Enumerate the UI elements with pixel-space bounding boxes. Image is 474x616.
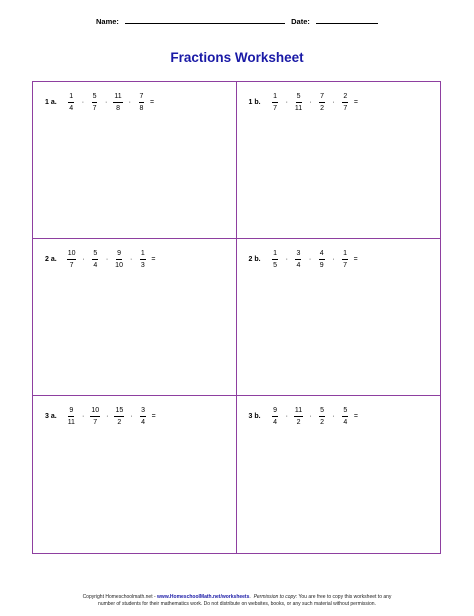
fraction (113, 92, 122, 113)
fraction (138, 249, 147, 270)
denominator: 7 (343, 262, 348, 269)
fraction (294, 92, 303, 113)
fraction (91, 249, 100, 270)
numerator: 5 (319, 406, 325, 417)
multiply-operator: · (309, 99, 312, 106)
problem-cell-1a (33, 82, 237, 239)
denominator: 7 (92, 105, 97, 112)
problem-cell-2a (33, 239, 237, 396)
numerator: 2 (342, 92, 348, 103)
permission-text-1: You are free to copy this worksheet to any (297, 594, 392, 600)
multiply-operator: · (285, 413, 288, 420)
fraction (67, 249, 77, 270)
equals-sign: = (151, 413, 156, 420)
fraction (318, 406, 327, 427)
problem (249, 406, 358, 427)
permission-label: Permission to copy: (253, 594, 298, 600)
numerator: 5 (92, 92, 98, 103)
numerator: 10 (90, 406, 100, 417)
denominator: 7 (69, 262, 74, 269)
denominator: 2 (296, 419, 301, 426)
denominator: 4 (273, 419, 278, 426)
footer: Copyright Homeschoolmath.net - www.HomeschoolMath.net/worksheets. Permission to copy: You are free to copy this worksheet to any number of students for their mathematics work. Do not distribute on websites, books, or any such material without permission. (40, 594, 434, 608)
equals-sign: = (353, 99, 358, 106)
numerator: 1 (272, 92, 278, 103)
multiply-operator: · (82, 256, 85, 263)
problem (249, 249, 358, 270)
denominator: 4 (296, 262, 301, 269)
permission-text-2: number of students for their mathematics work. Do not distribute on websites, books, or any such material without permission. (98, 601, 376, 607)
numerator: 9 (116, 249, 122, 260)
numerator: 3 (295, 249, 301, 260)
fraction (114, 406, 124, 427)
name-blank[interactable] (125, 17, 285, 24)
problem (45, 406, 156, 427)
name-label: Name: (96, 17, 119, 26)
denominator: 2 (320, 105, 324, 112)
numerator: 7 (139, 92, 145, 103)
equals-sign: = (353, 413, 358, 420)
worksheets-link[interactable]: www.HomeschoolMath.net/worksheets (157, 594, 250, 600)
multiply-operator: · (285, 256, 288, 263)
denominator: 7 (343, 105, 348, 112)
problem-cell-2b (237, 239, 441, 396)
multiply-operator: · (81, 413, 85, 420)
numerator: 4 (319, 249, 325, 260)
numerator: 1 (68, 92, 74, 103)
denominator: 9 (319, 262, 324, 269)
multiply-operator: · (308, 256, 312, 263)
multiply-operator: · (285, 99, 288, 106)
fraction (137, 92, 146, 113)
fraction (341, 92, 350, 113)
multiply-operator: · (332, 99, 335, 106)
fraction (271, 249, 280, 270)
numerator: 9 (272, 406, 278, 417)
fraction (67, 92, 76, 113)
numerator: 1 (342, 249, 348, 260)
denominator: 7 (93, 419, 98, 426)
denominator: 4 (69, 105, 74, 112)
numerator: 15 (114, 406, 124, 417)
fraction (67, 406, 76, 427)
denominator: 2 (320, 419, 324, 426)
numerator: 5 (342, 406, 348, 417)
worksheet-title: Fractions Worksheet (170, 50, 304, 65)
multiply-operator: · (81, 99, 85, 106)
denominator: 4 (343, 419, 348, 426)
numerator: 10 (67, 249, 77, 260)
fraction (90, 92, 99, 113)
problem (45, 249, 155, 270)
fraction (317, 249, 326, 270)
fraction (139, 406, 148, 427)
denominator: 4 (141, 419, 146, 426)
fraction (271, 92, 280, 113)
denominator: 2 (117, 419, 122, 426)
numerator: 7 (319, 92, 325, 103)
fraction (294, 406, 303, 427)
numerator: 3 (140, 406, 146, 417)
denominator: 10 (115, 262, 123, 269)
multiply-operator: · (105, 256, 109, 263)
fraction (271, 406, 280, 427)
problem (249, 92, 358, 113)
denominator: 7 (273, 105, 278, 112)
problem (45, 92, 154, 113)
numerator: 5 (296, 92, 302, 103)
denominator: 3 (140, 262, 145, 269)
problem-label: 2 a. (45, 256, 57, 263)
numerator: 11 (294, 406, 303, 417)
problem-label: 3 a. (45, 413, 57, 420)
multiply-operator: · (129, 256, 133, 263)
numerator: 1 (272, 249, 278, 260)
problem-label: 1 a. (45, 99, 57, 106)
denominator: 11 (294, 105, 303, 112)
multiply-operator: · (106, 413, 109, 420)
denominator: 8 (139, 105, 144, 112)
equals-sign: = (150, 99, 155, 106)
fraction (294, 249, 303, 270)
multiply-operator: · (105, 99, 108, 106)
date-label: Date: (291, 17, 310, 26)
numerator: 11 (113, 92, 122, 103)
date-blank[interactable] (316, 17, 378, 24)
problem-label: 1 b. (248, 99, 261, 106)
numerator: 1 (140, 249, 146, 260)
fraction (318, 92, 327, 113)
denominator: 4 (93, 262, 98, 269)
copyright-text: Copyright Homeschoolmath.net - (82, 594, 158, 600)
multiply-operator: · (130, 413, 133, 420)
problem-label: 2 b. (248, 256, 261, 263)
problem-cell-3a (33, 396, 237, 553)
denominator: 5 (273, 262, 278, 269)
problem-cell-1b (237, 82, 441, 239)
problem-cell-3b (237, 396, 441, 553)
multiply-operator: · (332, 256, 335, 263)
fraction (90, 406, 100, 427)
multiply-operator: · (332, 413, 335, 420)
fraction (341, 406, 350, 427)
multiply-operator: · (128, 99, 131, 106)
multiply-operator: · (309, 413, 312, 420)
fraction (114, 249, 124, 270)
fraction (341, 249, 350, 270)
denominator: 8 (116, 105, 120, 112)
name-date-line (0, 17, 474, 26)
denominator: 11 (67, 419, 75, 426)
numerator: 5 (92, 249, 98, 260)
numerator: 9 (68, 406, 74, 417)
equals-sign: = (353, 256, 358, 263)
problem-grid (32, 81, 441, 554)
problem-label: 3 b. (248, 413, 261, 420)
equals-sign: = (151, 256, 156, 263)
